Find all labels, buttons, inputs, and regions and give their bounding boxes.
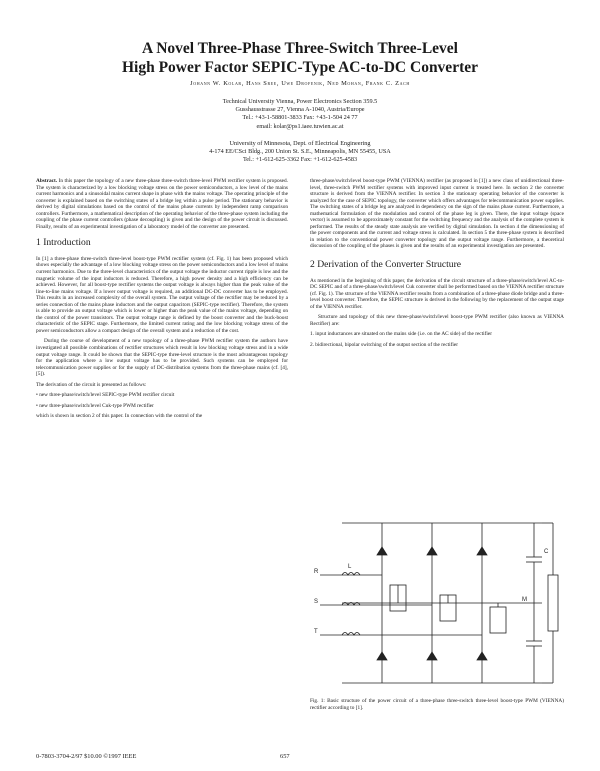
section-2-paragraph: Structure and topology of this new three-phase/switch/level boost-type PWM rectifier (also known as VIENNA Rectifier) are: (310, 314, 564, 327)
affiliation-line: Technical University Vienna, Power Electronics Section 359.5 (222, 98, 378, 105)
diode-icon (477, 652, 487, 660)
introduction-continued: three-phase/switch/level boost-type PWM (VIENNA) rectifier (as proposed in [1]) a new class of unidirectional three-level, three-switch PWM rectifier systems with improved input current is treated here. In section 2 the converter structure is derived from the VIENNA rectifier. In section 3 the stationary operating behavior of the converter is analyzed for the case of SEPIC topology, the converter which offers advantages for telecommunication power supplies. The switching states of a bridge leg are analyzed in dependency on the sign of the mains phase current. Furthermore, a mathematical formulation of the modulation and control of the phase leg is given. There, the input voltage (space vector) is assumed to be approximately constant for the switching frequency and the analysis of the complete system is performed. The results of the steady state analysis are verified by digital simulation. In section 4 the dimensioning of the power components and the current and voltage stress is calculated. In section 5 the three-phase system is described in relation to the conventional power converter topology and the output voltage range. Furthermore, a theoretical discussion of the coupling of the phases is given and the results of an experimental investigation are presented. (310, 178, 564, 250)
list-item-text: new three-phase/switch/level Cuk-type PWM rectifier (39, 402, 154, 409)
component-label: M (522, 597, 527, 603)
section-2-heading: 2 Derivation of the Converter Structure (310, 259, 462, 271)
paper-title-line-2: High Power Factor SEPIC-Type AC-to-DC Converter (121, 59, 478, 76)
list-item: • new three-phase/switch/level SEPIC-type PWM rectifier circuit (36, 392, 175, 399)
list-item-text: input inductances are situated on the mains side (i.e. on the AC side) of the rectifier (315, 331, 492, 338)
component-label: L (348, 564, 352, 570)
section-2-paragraph: As mentioned in the beginning of this paper, the derivation of the circuit structure of a three-phase/switch/level AC-to-DC SEPIC and of a three-phase/switch/level Cuk converter shall be performed based on the VIENNA rectifier structure (cf. Fig. 1). The structure of the VIENNA rectifier results from a combination of a three-phase diode bridge and a three-level boost converter. Therefore, the SEPIC structure is derived in the following by the replacement of the output stage of the VIENNA rectifier. (310, 277, 564, 310)
list-item-text: new three-phase/switch/level SEPIC-type PWM rectifier circuit (39, 392, 175, 399)
right-column (310, 178, 564, 352)
list-item: • new three-phase/switch/level Cuk-type PWM rectifier (36, 402, 154, 409)
list-item-text: bidirectional, bipolar switching of the output section of the rectifier (315, 341, 458, 348)
affiliation-line: Tel.: +43-1-58801-3833 Fax: +43-1-504 24 77 (242, 114, 358, 122)
diode-icon (427, 652, 437, 660)
left-column (36, 178, 288, 424)
diode-icon (377, 547, 387, 555)
copyright-notice: 0-7803-3704-2/97 $10.00 ©1997 IEEE (36, 753, 137, 760)
phase-label: S (314, 599, 319, 605)
diode-icon (427, 547, 437, 555)
affiliation-vienna (0, 98, 600, 131)
affiliation-line: 4-174 EE/CSci Bldg., 200 Union St. S.E., Minneapolis, MN 55455, USA (209, 148, 391, 156)
circuit-figure (312, 515, 564, 690)
diode-icon (477, 547, 487, 555)
affiliation-line: Gusshausstrasse 27, Vienna A-1040, Austria/Europe (235, 106, 365, 114)
section-1-closing: which is shown in section 2 of this paper. In connection with the control of the (36, 413, 203, 420)
abstract (36, 178, 288, 230)
diode-icon (377, 652, 387, 660)
affiliation-line: email: kolar@ps1.iaee.tuwien.ac.at (256, 122, 344, 130)
abstract-text: In this paper the topology of a new three-phase three-switch three-level PWM rectifier system is proposed. The system is characterized by a low blocking voltage stress on the power semiconductors, a low level of the mains current harmonics and a sinusoidal mains current shape in phase with the mains voltage. The operating principle of the converter is explained based on the switching states of a bridge leg within a pulse period. The stationary behavior is derived by digital simulations based on the control of the mains phase currents by independent ramp comparison controllers. Furthermore, a mathematical description of the operating behavior of the three-phase system including the coupling of the phase current controllers (phase decoupling) is given and the design of the power circuit is discussed. Finally, results of an experimental investigation of a laboratory model of the converter are presented. (36, 178, 288, 230)
figure-caption: Fig. 1: Basic structure of the power circuit of a three-phase three-switch three-level boost-type PWM (VIENNA) rectifier according to [1]. (310, 698, 564, 711)
list-item: 2. bidirectional, bipolar switching of the output section of the rectifier (310, 341, 458, 348)
list-intro: The derivation of the circuit is presented as follows: (36, 381, 147, 388)
section-1-paragraph: During the course of development of a new topology of a three-phase PWM rectifier system the authors have investigated all possible combinations of rectifier structures which result in low blocking voltage stress and in a wide output voltage range. It could be shown that the SEPIC-type three-level structure is the most advantageous topology for the application where a low output voltage has to be provided. Such systems can be employed for telecommunication power supplies or for the supply of DC-distribution systems from the three-phase mains (cf. [4], [5]). (36, 338, 288, 378)
abstract-label: Abstract. (36, 178, 58, 184)
page-number: 657 (280, 753, 290, 760)
switch-icon (490, 607, 506, 633)
component-label: C (544, 549, 549, 555)
paper-title-line-1: A Novel Three-Phase Three-Switch Three-Level (141, 40, 458, 57)
load-resistor (548, 575, 558, 631)
section-1-paragraph: In [1] a three-phase three-switch three-level boost-type PWM rectifier system (cf. Fig. 1) has been proposed which shows especially the advantage of a low blocking voltage stress on the power semiconductors and a low level of mains current harmonics. Due to the three-level characteristics of the output voltage the inductor current ripple is low and the magnetic volume of the input inductors is reduced. Therefore, a high power density and a high efficiency can be achieved. However, for all boost-type rectifier systems the output voltage is always higher than the peak value of the line-to-line mains voltage. If a lower output voltage is required, an additional DC-DC converter has to be employed. This results in an increased complexity of the overall system. The output voltage of the rectifier may be reduced by a series connection of the mains phase inductors and the output capacitors (SEPIC-type rectifier). Therefore, the system is able to provide an output voltage which is lower or higher than the peak value of the mains voltage, depending on the control of the power transistors. The output voltage range is defined by the boost converter and the buck-boost characteristic of the SEPIC stage. Furthermore, the limited current rating and the low blocking voltage stress of the power semiconductors allow a compact design of the overall system and a reduction of the cost. (36, 255, 288, 334)
list-item: 1. input inductances are situated on the mains side (i.e. on the AC side) of the rectifier (310, 331, 492, 338)
authors: Johann W. Kolar, Hans Sree, Uwe Drofenik, Ned Mohan, Frank C. Zach (190, 80, 410, 87)
affiliation-line: Tel.: +1-612-625-3362 Fax: +1-612-625-4583 (242, 156, 358, 164)
affiliation-minnesota (0, 140, 600, 165)
section-1-heading: 1 Introduction (36, 237, 91, 249)
phase-label: R (314, 569, 319, 575)
affiliation-line: University of Minnesota, Dept. of Electrical Engineering (229, 140, 371, 147)
phase-label: T (314, 629, 318, 635)
